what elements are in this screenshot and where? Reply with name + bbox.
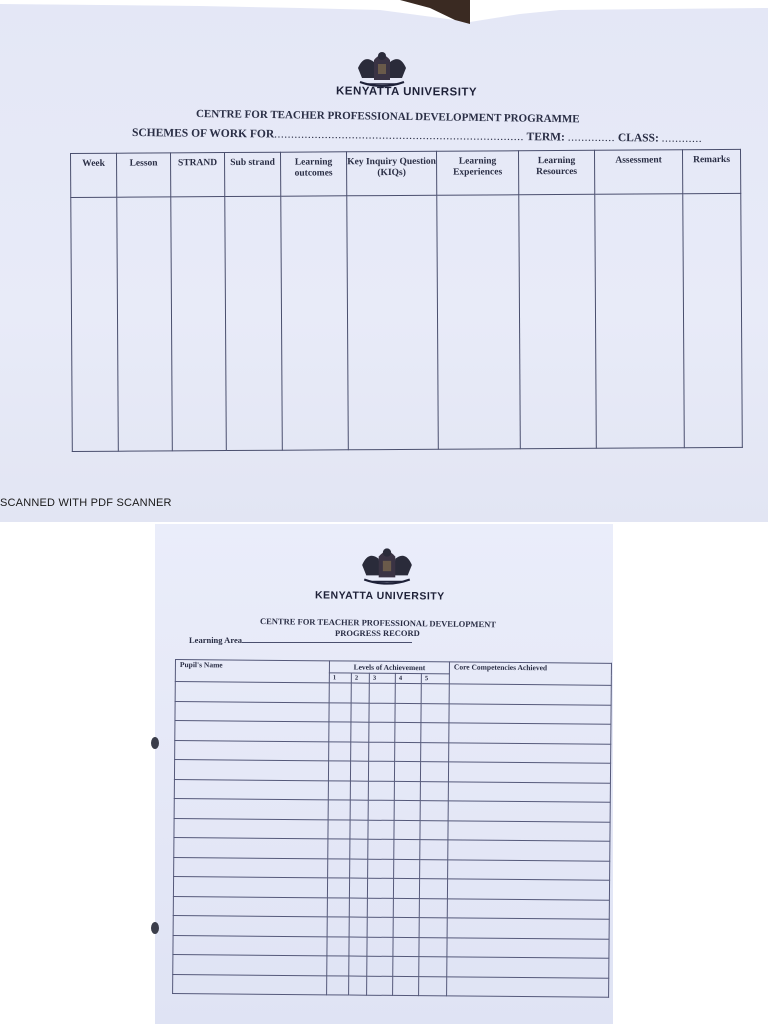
column-header-strand: STRAND xyxy=(171,153,225,197)
cell-level-1[interactable] xyxy=(328,858,350,878)
cell-level-4[interactable] xyxy=(394,839,420,859)
cell-learning-outcomes[interactable] xyxy=(281,196,349,450)
cell-sub-strand[interactable] xyxy=(225,196,283,450)
cell-level-3[interactable] xyxy=(369,742,395,762)
cell-core-competencies[interactable] xyxy=(448,820,610,841)
cell-core-competencies[interactable] xyxy=(449,684,611,705)
cell-pupil-name[interactable] xyxy=(174,779,328,800)
cell-pupil-name[interactable] xyxy=(173,974,327,995)
cell-level-1[interactable] xyxy=(328,800,350,820)
cell-level-4[interactable] xyxy=(395,683,421,703)
university-crest-logo xyxy=(354,48,410,90)
cell-level-2[interactable] xyxy=(350,800,368,820)
column-header-assessment: Assessment xyxy=(594,150,682,195)
cell-level-1[interactable] xyxy=(329,741,351,761)
cell-level-2[interactable] xyxy=(351,703,369,723)
cell-key-inquiry-question[interactable] xyxy=(347,195,439,450)
cell-core-competencies[interactable] xyxy=(447,898,609,919)
cell-core-competencies[interactable] xyxy=(448,840,610,861)
cell-pupil-name[interactable] xyxy=(173,915,327,936)
cell-level-2[interactable] xyxy=(350,839,368,859)
cell-pupil-name[interactable] xyxy=(173,935,327,956)
cell-pupil-name[interactable] xyxy=(175,701,329,722)
cell-level-4[interactable] xyxy=(394,761,420,781)
cell-level-3[interactable] xyxy=(368,800,394,820)
level-3-header: 3 xyxy=(369,673,395,683)
learning-area-line xyxy=(189,634,412,645)
cell-assessment[interactable] xyxy=(595,194,685,449)
cell-level-5[interactable] xyxy=(419,937,447,957)
cell-level-1[interactable] xyxy=(328,761,350,781)
cell-level-3[interactable] xyxy=(367,898,393,918)
cell-level-3[interactable] xyxy=(369,722,395,742)
cell-level-2[interactable] xyxy=(351,683,369,703)
cell-core-competencies[interactable] xyxy=(447,918,609,939)
level-4-header: 4 xyxy=(395,673,421,683)
cell-level-4[interactable] xyxy=(395,722,421,742)
cell-level-2[interactable] xyxy=(349,937,367,957)
cell-level-2[interactable] xyxy=(350,781,368,801)
cell-level-1[interactable] xyxy=(327,956,349,976)
column-header-levels-of-achievement: Levels of Achievement xyxy=(329,661,449,674)
schemes-dots: .......................................................................... xyxy=(274,128,524,144)
cell-level-1[interactable] xyxy=(327,936,349,956)
table-row xyxy=(173,974,609,997)
cell-level-2[interactable] xyxy=(349,917,367,937)
cell-level-3[interactable] xyxy=(367,917,393,937)
cell-pupil-name[interactable] xyxy=(173,896,327,917)
table-row xyxy=(71,193,743,451)
cell-learning-experiences[interactable] xyxy=(437,195,521,449)
progress-record-table xyxy=(172,659,612,998)
cell-level-3[interactable] xyxy=(367,976,393,996)
cell-core-competencies[interactable] xyxy=(447,937,609,958)
table-header-row xyxy=(71,149,741,197)
cell-level-5[interactable] xyxy=(420,762,448,782)
cell-level-1[interactable] xyxy=(327,897,349,917)
column-header-remarks: Remarks xyxy=(682,149,740,193)
column-header-learning-experiences: Learning Experiences xyxy=(436,151,518,196)
cell-core-competencies[interactable] xyxy=(449,742,611,763)
cell-level-5[interactable] xyxy=(419,957,447,977)
cell-level-4[interactable] xyxy=(393,937,419,957)
column-header-learning-resources: Learning Resources xyxy=(518,150,594,194)
cell-learning-resources[interactable] xyxy=(519,194,597,448)
column-header-key-inquiry-question: Key Inquiry Question (KIQs) xyxy=(346,151,436,196)
cell-level-5[interactable] xyxy=(421,723,449,743)
cell-week[interactable] xyxy=(71,197,119,451)
cell-level-1[interactable] xyxy=(327,878,349,898)
cell-level-5[interactable] xyxy=(419,976,447,996)
cell-pupil-name[interactable] xyxy=(174,857,328,878)
cell-core-competencies[interactable] xyxy=(448,762,610,783)
university-name: KENYATTA UNIVERSITY xyxy=(314,589,445,603)
cell-level-3[interactable] xyxy=(369,683,395,703)
cell-pupil-name[interactable] xyxy=(174,760,328,781)
cell-level-3[interactable] xyxy=(367,937,393,957)
column-header-learning-outcomes: Learning outcomes xyxy=(280,152,346,196)
cell-level-2[interactable] xyxy=(350,859,368,879)
cell-level-3[interactable] xyxy=(368,839,394,859)
cell-level-1[interactable] xyxy=(327,975,349,995)
cell-core-competencies[interactable] xyxy=(449,703,611,724)
term-label: TERM: xyxy=(526,131,565,144)
torn-edge xyxy=(0,0,768,40)
column-header-core-competencies: Core Competencies Achieved xyxy=(449,662,611,685)
cell-level-1[interactable] xyxy=(328,839,350,859)
cell-level-5[interactable] xyxy=(421,684,449,704)
cell-pupil-name[interactable] xyxy=(173,876,327,897)
cell-pupil-name[interactable] xyxy=(175,740,329,761)
cell-level-2[interactable] xyxy=(349,898,367,918)
cell-level-5[interactable] xyxy=(420,801,448,821)
schemes-label: SCHEMES OF WORK FOR xyxy=(131,127,275,141)
cell-pupil-name[interactable] xyxy=(174,798,328,819)
cell-remarks[interactable] xyxy=(683,193,743,447)
cell-pupil-name[interactable] xyxy=(174,818,328,839)
scanner-watermark: SCANNED WITH PDF SCANNER xyxy=(0,497,172,509)
cell-level-4[interactable] xyxy=(394,820,420,840)
cell-level-5[interactable] xyxy=(420,820,448,840)
cell-level-3[interactable] xyxy=(367,878,393,898)
cell-level-2[interactable] xyxy=(349,956,367,976)
cell-level-5[interactable] xyxy=(420,781,448,801)
cell-pupil-name[interactable] xyxy=(174,837,328,858)
cell-level-3[interactable] xyxy=(368,859,394,879)
cell-level-2[interactable] xyxy=(351,722,369,742)
column-header-week: Week xyxy=(71,153,117,197)
centre-title: CENTRE FOR TEACHER PROFESSIONAL DEVELOPMENT xyxy=(259,616,497,630)
progress-record-subtitle: PROGRESS RECORD xyxy=(335,628,420,638)
cell-level-1[interactable] xyxy=(329,722,351,742)
cell-level-3[interactable] xyxy=(368,761,394,781)
cell-level-4[interactable] xyxy=(394,781,420,801)
cell-core-competencies[interactable] xyxy=(448,859,610,880)
cell-level-1[interactable] xyxy=(329,702,351,722)
cell-level-3[interactable] xyxy=(368,820,394,840)
level-5-header: 5 xyxy=(421,674,449,684)
cell-level-5[interactable] xyxy=(420,859,448,879)
learning-area-field[interactable] xyxy=(242,634,412,643)
punch-hole xyxy=(151,737,159,749)
cell-level-2[interactable] xyxy=(350,820,368,840)
cell-level-4[interactable] xyxy=(394,800,420,820)
class-label: CLASS: xyxy=(617,132,659,145)
column-header-pupil-name: Pupil's Name xyxy=(175,660,329,683)
column-header-sub-strand: Sub strand xyxy=(225,152,281,196)
cell-core-competencies[interactable] xyxy=(448,801,610,822)
cell-level-5[interactable] xyxy=(419,898,447,918)
centre-title: CENTRE FOR TEACHER PROFESSIONAL DEVELOPMENT PROGRAMME xyxy=(195,108,580,126)
cell-pupil-name[interactable] xyxy=(175,682,329,703)
cell-level-2[interactable] xyxy=(349,878,367,898)
learning-area-label: Learning Area xyxy=(189,635,242,645)
university-name: KENYATTA UNIVERSITY xyxy=(335,85,478,99)
schemes-of-work-table xyxy=(70,149,743,452)
cell-level-4[interactable] xyxy=(393,917,419,937)
class-dots: ............ xyxy=(661,132,703,145)
cell-lesson[interactable] xyxy=(117,197,173,451)
schemes-heading-line xyxy=(132,127,702,145)
level-1-header: 1 xyxy=(329,673,351,683)
cell-level-2[interactable] xyxy=(351,742,369,762)
cell-level-2[interactable] xyxy=(350,761,368,781)
cell-level-4[interactable] xyxy=(395,703,421,723)
cell-pupil-name[interactable] xyxy=(175,721,329,742)
cell-level-1[interactable] xyxy=(328,780,350,800)
column-header-lesson: Lesson xyxy=(117,153,171,197)
cell-strand[interactable] xyxy=(171,197,227,451)
level-2-header: 2 xyxy=(351,673,369,683)
cell-level-4[interactable] xyxy=(393,956,419,976)
cell-level-1[interactable] xyxy=(329,683,351,703)
cell-level-4[interactable] xyxy=(394,859,420,879)
cell-level-2[interactable] xyxy=(349,976,367,996)
cell-level-5[interactable] xyxy=(419,879,447,899)
cell-level-3[interactable] xyxy=(367,956,393,976)
cell-level-3[interactable] xyxy=(369,703,395,723)
cell-level-4[interactable] xyxy=(393,976,419,996)
cell-level-4[interactable] xyxy=(395,742,421,762)
cell-level-5[interactable] xyxy=(421,703,449,723)
cell-level-5[interactable] xyxy=(420,840,448,860)
cell-level-3[interactable] xyxy=(368,781,394,801)
cell-level-1[interactable] xyxy=(327,917,349,937)
cell-core-competencies[interactable] xyxy=(448,781,610,802)
cell-level-5[interactable] xyxy=(419,918,447,938)
cell-core-competencies[interactable] xyxy=(447,879,609,900)
cell-level-4[interactable] xyxy=(393,878,419,898)
cell-level-1[interactable] xyxy=(328,819,350,839)
progress-record-page xyxy=(155,524,613,1024)
cell-level-5[interactable] xyxy=(421,742,449,762)
cell-core-competencies[interactable] xyxy=(447,957,609,978)
cell-core-competencies[interactable] xyxy=(447,976,609,997)
punch-hole xyxy=(151,922,159,934)
cell-level-4[interactable] xyxy=(393,898,419,918)
cell-pupil-name[interactable] xyxy=(173,954,327,975)
cell-core-competencies[interactable] xyxy=(449,723,611,744)
term-dots: .............. xyxy=(567,131,616,145)
university-crest-logo xyxy=(358,544,416,588)
